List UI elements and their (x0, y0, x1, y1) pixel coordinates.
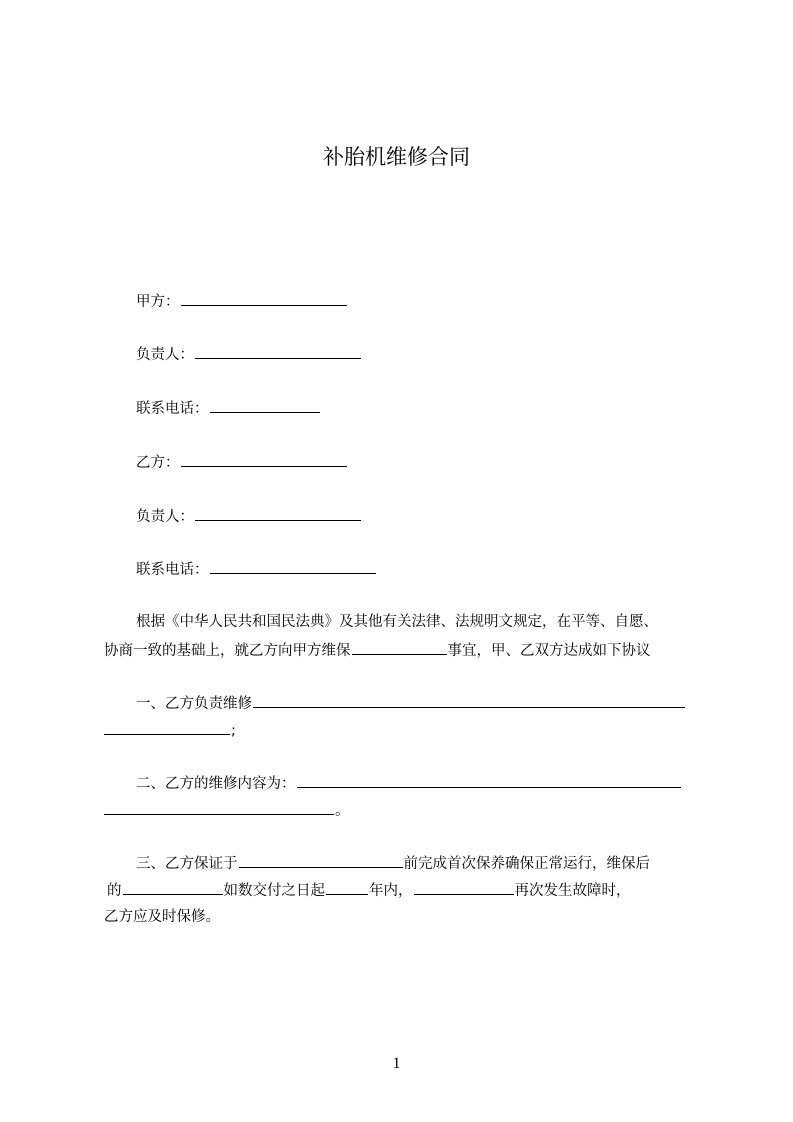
party-b-phone-label: 联系电话： (136, 562, 209, 578)
clause-3-part-5: 年内， (369, 883, 413, 899)
clause-2-line-2 (104, 800, 350, 821)
clause-3-part-1: 三、乙方保证于 (136, 856, 238, 872)
clause-3-part-6: 再次发生故障时， (514, 883, 631, 899)
clause-2-field[interactable] (297, 773, 681, 788)
clause-2-line-1 (136, 773, 682, 794)
clause-3-years-field[interactable] (326, 880, 368, 895)
preamble-line-2-after: 事宜，甲、乙双方达成如下协议 (447, 643, 651, 659)
party-a-phone-label: 联系电话： (136, 401, 209, 417)
party-a-phone-field[interactable] (210, 398, 320, 413)
clause-1-end: ; (231, 723, 236, 739)
party-a-contact-field[interactable] (195, 344, 361, 359)
clause-3-date-field[interactable] (239, 853, 403, 868)
clause-3-line-1 (136, 853, 650, 874)
maintenance-subject-field[interactable] (352, 640, 447, 655)
party-b-label: 乙方： (136, 455, 180, 471)
clause-3-line-3: 乙方应及时保修。 (104, 909, 220, 925)
page-title: 补胎机维修合同 (323, 145, 470, 169)
party-b-field[interactable] (181, 452, 347, 467)
clause-2-end: 。 (335, 803, 350, 819)
preamble-line-2-before: 协商一致的基础上，就乙方向甲方维保 (104, 643, 351, 659)
party-b-contact-line (136, 506, 362, 527)
party-a-contact-line (136, 344, 362, 365)
party-a-field[interactable] (181, 291, 347, 306)
preamble-line-1: 根据《中华人民共和国民法典》及其他有关法律、法规明文规定，在平等、自愿、 (136, 614, 658, 630)
party-b-line (136, 452, 348, 473)
clause-2-text: 二、乙方的维修内容为： (136, 776, 296, 792)
preamble-line-2 (104, 640, 651, 661)
clause-1-field-continued[interactable] (104, 720, 230, 735)
party-a-contact-label: 负责人： (136, 347, 194, 363)
party-b-contact-label: 负责人： (136, 509, 194, 525)
page-number: 1 (392, 1055, 401, 1072)
clause-3-part-4: 如数交付之日起 (223, 883, 325, 899)
clause-2-field-continued[interactable] (104, 800, 334, 815)
party-b-phone-field[interactable] (210, 559, 376, 574)
clause-1-field[interactable] (253, 693, 685, 708)
party-b-contact-field[interactable] (195, 506, 361, 521)
party-a-phone-line (136, 398, 321, 419)
clause-3-item-field[interactable] (123, 880, 223, 895)
clause-1-line-1 (136, 693, 686, 714)
clause-1-line-2 (104, 720, 236, 741)
clause-3-line-2 (107, 880, 631, 901)
party-a-line (136, 291, 348, 312)
clause-3-condition-field[interactable] (414, 880, 514, 895)
party-a-label: 甲方： (136, 294, 180, 310)
clause-3-part-2: 前完成首次保养确保正常运行，维保后 (403, 856, 650, 872)
clause-1-text: 一、乙方负责维修 (136, 696, 252, 712)
clause-3-part-3: 的 (107, 883, 122, 899)
party-b-phone-line (136, 559, 377, 580)
